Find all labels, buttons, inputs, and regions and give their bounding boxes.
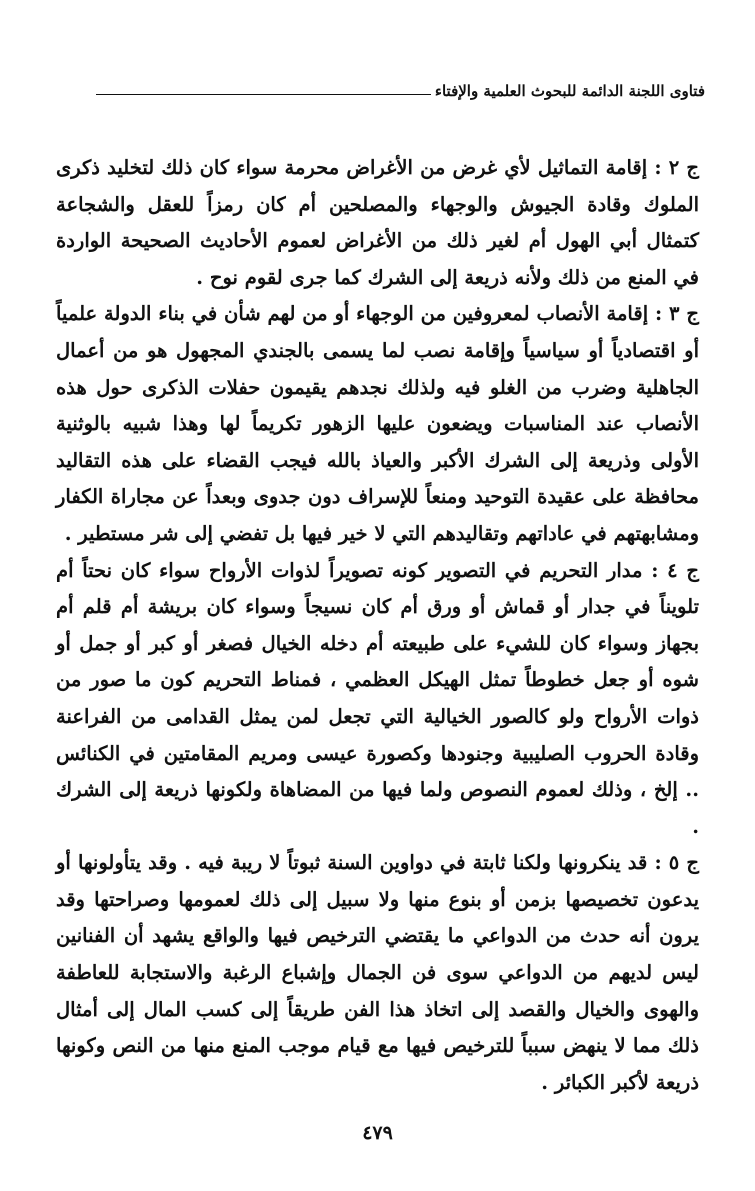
- answer-paragraph-3: ج ٣ : إقامة الأنصاب لمعروفين من الوجهاء أو من لهم شأن في بناء الدولة علمياً أو اقتصادياً أو سياسياً وإقامة نصب لما يسمى بالجندي المجهول هو من أعمال الجاهلية وضرب من الغلو فيه ولذلك نجدهم يقيمون حفلات الذكرى حول هذه الأنصاب عند المناسبات ويضعون عليها الزهور تكريماً لها وهذا شبيه بالوثنية الأولى وذريعة إلى الشرك الأكبر والعياذ بالله فيجب القضاء على هذه التقاليد محافظة على عقيدة التوحيد ومنعاً للإسراف دون جدوى وبعداً عن مجاراة الكفار ومشابهتهم في عاداتهم وتقاليدهم التي لا خير فيها بل تفضي إلى شر مستطير .: [56, 302, 699, 545]
- page-number: ٤٧٩: [362, 1122, 393, 1144]
- body-text: [56, 150, 699, 1101]
- answer-paragraph-5: ج ٥ : قد ينكرونها ولكنا ثابتة في دواوين السنة ثبوتاً لا ريبة فيه . وقد يتأولونها أو يدعون تخصيصها بزمن أو بنوع منها ولا سبيل إلى ذلك لعمومها وصراحتها وقد يرون أنه حدث من الدواعي ما يقتضي الترخيص فيها والواقع يشهد أن الفنانين ليس لديهم من الدواعي سوى فن الجمال وإشباع الرغبة والاستجابة للعاطفة والهوى والخيال والقصد إلى اتخاذ هذا الفن طريقاً إلى كسب المال إلى أمثال ذلك مما لا ينهض سبباً للترخيص فيها مع قيام موجب المنع منها من النص وكونها ذريعة لأكبر الكبائر .: [56, 851, 699, 1094]
- answer-paragraph-4: ج ٤ : مدار التحريم في التصوير كونه تصويراً لذوات الأرواح سواء كان نحتاً أم تلويناً في جدار أو قماش أو ورق أم كان نسيجاً وسواء كان بريشة أم قلم أم بجهاز وسواء كان للشيء على طبيعته أم دخله الخيال فصغر أو كبر أو جمل أو شوه أو جعل خطوطاً تمثل الهيكل العظمي ، فمناط التحريم كون ما صور من ذوات الأرواح ولو كالصور الخيالية التي تجعل لمن يمثل القدامى من الفراعنة وقادة الحروب الصليبية وجنودها وكصورة عيسى ومريم المقامتين في الكنائس .. إلخ ، وذلك لعموم النصوص ولما فيها من المضاهاة ولكونها ذريعة إلى الشرك .: [56, 558, 699, 838]
- answer-paragraph-2: ج ٢ : إقامة التماثيل لأي غرض من الأغراض محرمة سواء كان ذلك لتخليد ذكرى الملوك وقادة الجيوش والوجهاء والمصلحين أم كان رمزاً للعقل والشجاعة كتمثال أبي الهول أم لغير ذلك من الأغراض لعموم الأحاديث الصحيحة الواردة في المنع من ذلك ولأنه ذريعة إلى الشرك كما جرى لقوم نوح .: [56, 156, 699, 289]
- running-header: [96, 76, 705, 100]
- header-title: فتاوى اللجنة الدائمة للبحوث العلمية والإفتاء: [434, 82, 705, 100]
- header-rule: [96, 94, 431, 95]
